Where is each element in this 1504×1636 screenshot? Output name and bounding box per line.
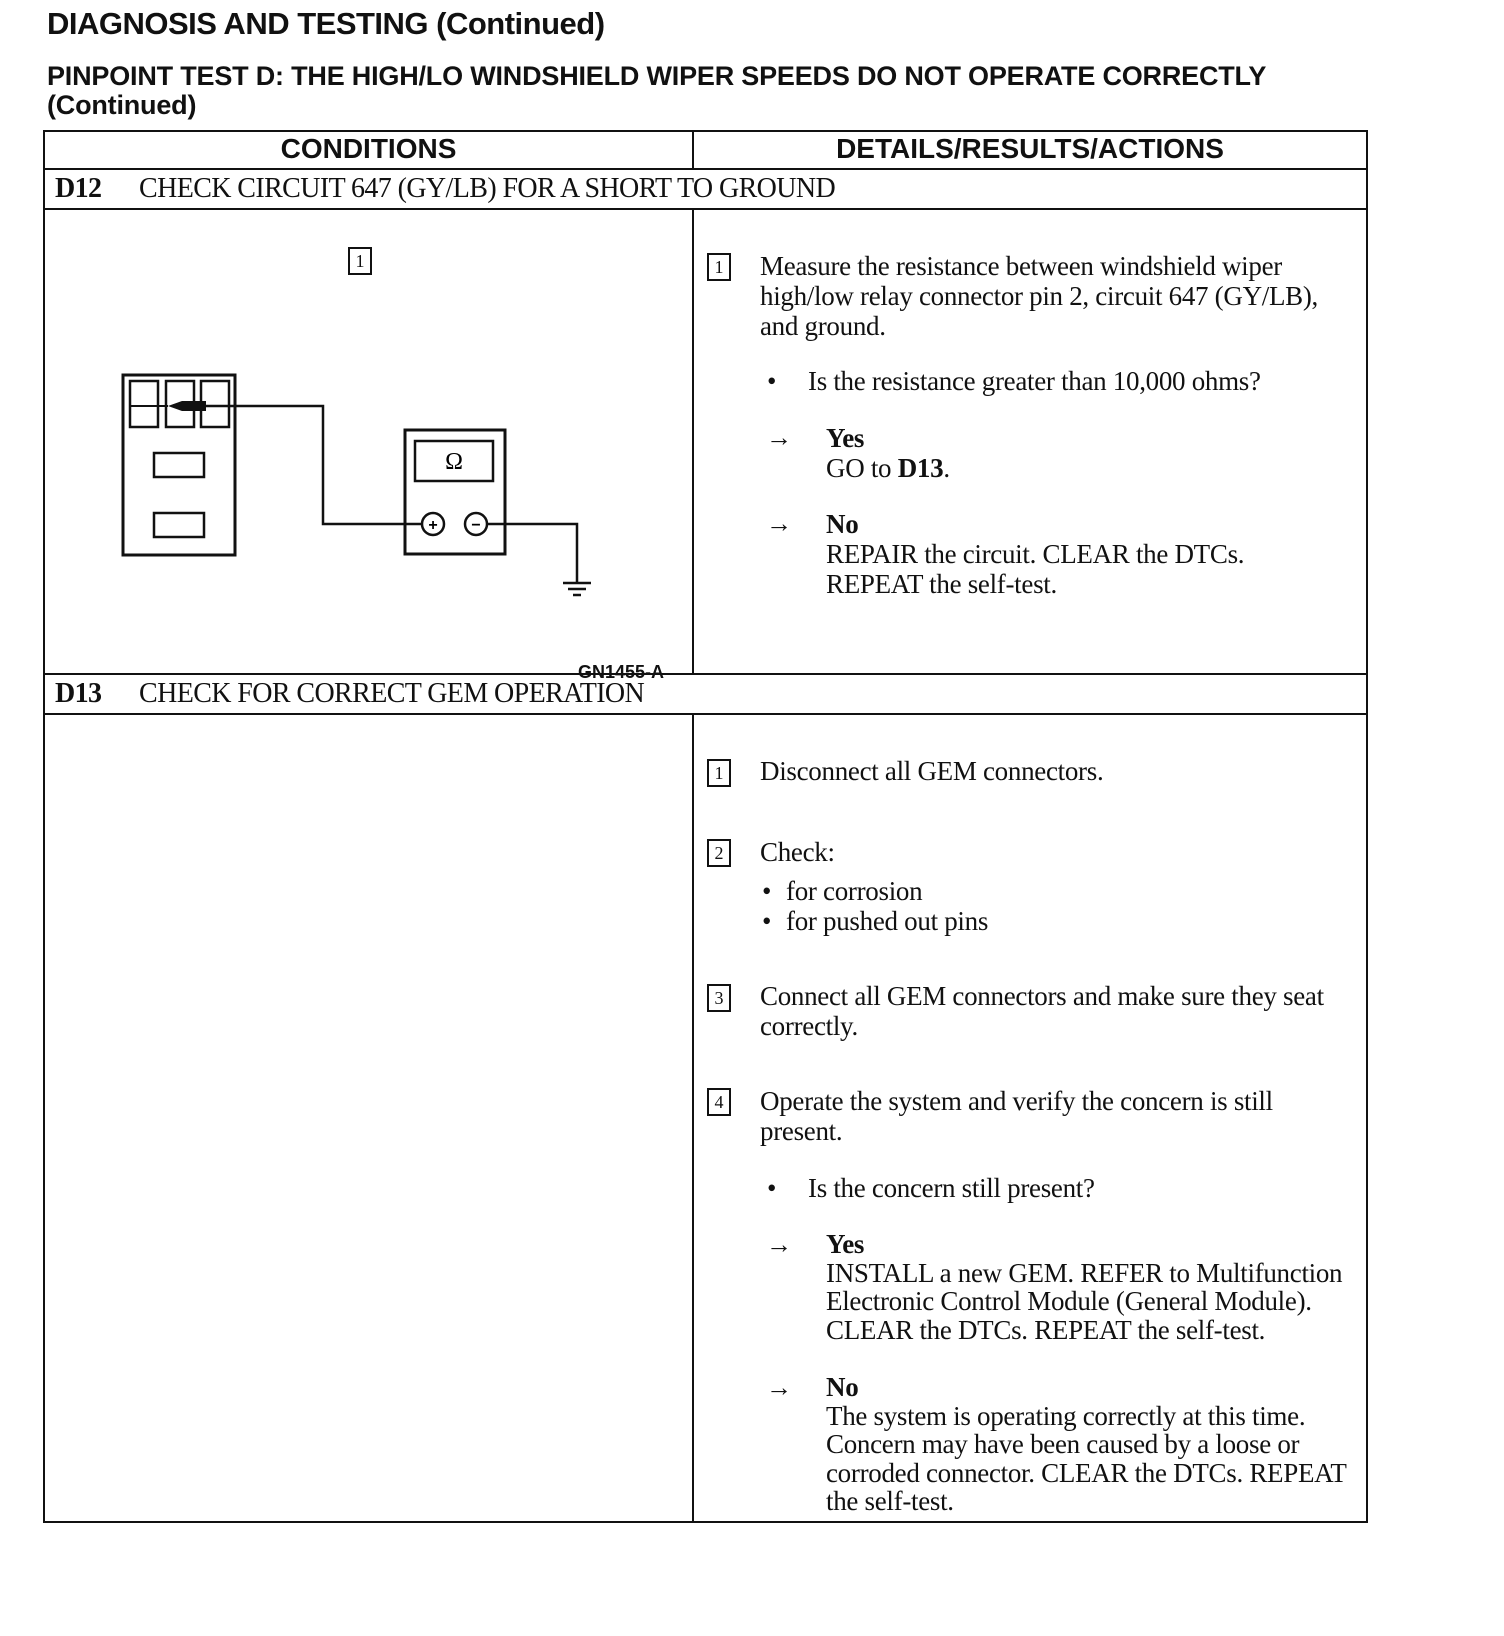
pinpoint-test-title: PINPOINT TEST D: THE HIGH/LO WINDSHIELD WIPER SPEEDS DO NOT OPERATE CORRECTLY (Continued) xyxy=(47,61,1266,120)
d12-yes-target-link[interactable]: D13 xyxy=(897,453,944,483)
d12-title-divider xyxy=(43,208,1368,210)
relay-connector xyxy=(123,375,235,555)
column-header-details: DETAILS/RESULTS/ACTIONS xyxy=(836,133,1224,164)
d12-step-1-number: 1 xyxy=(707,253,731,281)
d13-step-2-number: 2 xyxy=(707,839,731,867)
d13-yes-answer xyxy=(826,1230,1351,1344)
d13-step-3-text: Connect all GEM connectors and make sure they seat correctly. xyxy=(760,981,1324,1041)
d13-step-2-text: Check: xyxy=(760,837,835,867)
d13-no-label: No xyxy=(826,1372,859,1402)
d13-step-1-text: Disconnect all GEM connectors. xyxy=(760,756,1104,786)
d12-no-arrow: → xyxy=(766,509,792,538)
d12-question: Is the resistance greater than 10,000 ohms? xyxy=(808,366,1261,396)
d13-no-answer xyxy=(826,1373,1361,1516)
check-item-pushed-out-pins: • for pushed out pins xyxy=(760,906,1320,936)
d12-yes-action-prefix: GO to xyxy=(826,453,892,483)
d12-yes-label: Yes xyxy=(826,423,865,453)
d13-no-action: The system is operating correctly at this time. Concern may have been caused by a loose or corroded connector. CLEAR the DTCs. REPEAT the self-test. xyxy=(826,1400,1347,1516)
d13-step-4-text: Operate the system and verify the concern is still present. xyxy=(760,1086,1273,1146)
d13-yes-arrow: → xyxy=(766,1230,792,1259)
d13-step-title xyxy=(55,675,644,713)
figure-id: GN1455-A xyxy=(578,662,665,682)
d13-column-divider xyxy=(692,713,694,1523)
d12-yes-action-suffix: . xyxy=(943,453,950,483)
d12-no-action: REPAIR the circuit. CLEAR the DTCs. REPEAT the self-test. xyxy=(826,539,1245,599)
d12-column-divider xyxy=(692,208,694,675)
d12-no-label: No xyxy=(826,509,859,539)
d12-yes-arrow: → xyxy=(766,423,792,452)
d13-yes-label: Yes xyxy=(826,1229,865,1259)
d12-no-answer xyxy=(826,509,1346,599)
d13-step-4-number: 4 xyxy=(707,1088,731,1116)
minus-sign: − xyxy=(471,517,481,534)
check-item-corrosion: • for corrosion xyxy=(760,876,1320,906)
d13-step-3-number: 3 xyxy=(707,984,731,1012)
d13-step-1-number: 1 xyxy=(707,759,731,787)
d12-step-title xyxy=(55,170,835,208)
d13-step-2-check-list xyxy=(760,876,1320,936)
d12-step-1-text: Measure the resistance between windshield wiper high/low relay connector pin 2, circuit 647 (GY/LB), and ground. xyxy=(760,251,1319,341)
ohm-symbol: Ω xyxy=(445,449,463,475)
d13-title-text: CHECK FOR CORRECT GEM OPERATION xyxy=(139,678,645,709)
page-heading: DIAGNOSIS AND TESTING (Continued) xyxy=(47,6,605,41)
d13-step-id: D13 xyxy=(55,678,102,709)
probe-tip xyxy=(168,401,206,411)
plus-sign: + xyxy=(428,517,438,534)
d12-step-id: D12 xyxy=(55,173,102,204)
d13-title-divider xyxy=(43,713,1368,715)
d13-no-arrow: → xyxy=(766,1373,792,1402)
relay-ohmmeter-diagram xyxy=(110,365,610,615)
d12-yes-answer xyxy=(826,423,1346,483)
d13-question-bullet: • xyxy=(767,1173,777,1203)
figure-callout: 1 xyxy=(348,247,372,275)
column-header-conditions: CONDITIONS xyxy=(280,133,457,164)
d12-title-text: CHECK CIRCUIT 647 (GY/LB) FOR A SHORT TO GROUND xyxy=(139,173,836,204)
d13-question: Is the concern still present? xyxy=(808,1173,1095,1203)
d13-yes-action: INSTALL a new GEM. REFER to Multifunction Electronic Control Module (General Module). CLEAR the DTCs. REPEAT the self-test. xyxy=(826,1257,1343,1345)
d12-question-bullet: • xyxy=(767,366,777,396)
